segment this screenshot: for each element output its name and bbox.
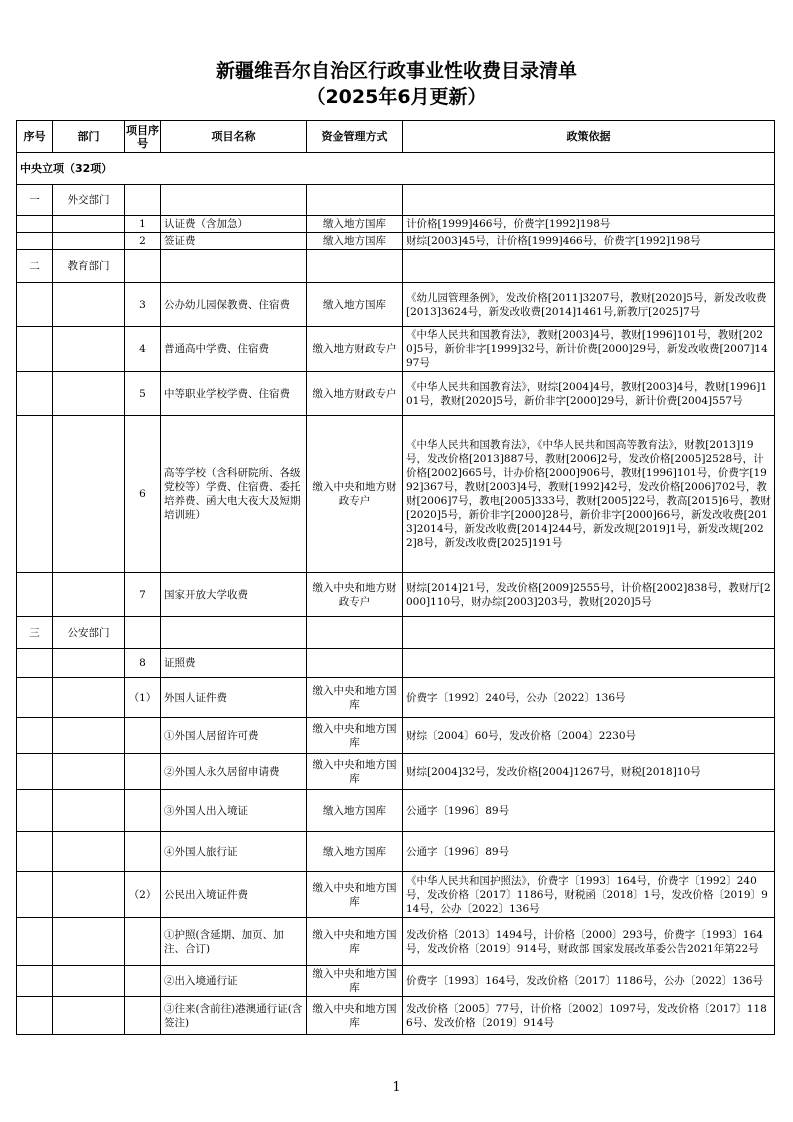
row-fund-cell: 缴入中央和地方国库 bbox=[307, 966, 403, 997]
row-fund-cell: 缴入地方财政专户 bbox=[307, 327, 403, 372]
row-dept-cell bbox=[53, 233, 125, 250]
row-item-no-cell bbox=[125, 832, 161, 872]
row-item-no-cell bbox=[125, 250, 161, 283]
row-fund-cell: 缴入地方国库 bbox=[307, 283, 403, 327]
row-dept-cell bbox=[53, 283, 125, 327]
row-seq-cell bbox=[17, 754, 53, 790]
row-item-name-cell bbox=[161, 617, 307, 649]
row-seq-cell bbox=[17, 997, 53, 1035]
row-basis-cell: 价费字〔1992〕240号，公办〔2022〕136号 bbox=[403, 678, 775, 718]
row-item-name-cell: 国家开放大学收费 bbox=[161, 573, 307, 617]
row-fund-cell: 缴入中央和地方国库 bbox=[307, 678, 403, 718]
row-fund-cell bbox=[307, 185, 403, 216]
table-row bbox=[17, 832, 775, 872]
row-fund-cell: 缴入地方国库 bbox=[307, 216, 403, 233]
row-item-name-cell: ②出入境通行证 bbox=[161, 966, 307, 997]
row-item-name-cell: 中等职业学校学费、住宿费 bbox=[161, 372, 307, 416]
row-seq-cell bbox=[17, 416, 53, 573]
row-basis-cell bbox=[403, 185, 775, 216]
row-item-name-cell: 公办幼儿园保教费、住宿费 bbox=[161, 283, 307, 327]
row-item-no-cell bbox=[125, 754, 161, 790]
section-label: 中央立项（32项） bbox=[17, 153, 775, 185]
row-seq-cell bbox=[17, 718, 53, 754]
header-fund: 资金管理方式 bbox=[307, 121, 403, 153]
document-subtitle: （2025年6月更新） bbox=[306, 86, 487, 108]
row-item-no-cell: 5 bbox=[125, 372, 161, 416]
header-dept: 部门 bbox=[53, 121, 125, 153]
row-item-no-cell: 2 bbox=[125, 233, 161, 250]
row-seq-cell bbox=[17, 283, 53, 327]
row-item-name-cell: ③外国人出入境证 bbox=[161, 790, 307, 832]
row-item-name-cell: 签证费 bbox=[161, 233, 307, 250]
row-item-no-cell: 1 bbox=[125, 216, 161, 233]
row-item-name-cell: 认证费（含加急） bbox=[161, 216, 307, 233]
row-item-no-cell bbox=[125, 790, 161, 832]
row-basis-cell: 计价格[1999]466号，价费字[1992]198号 bbox=[403, 216, 775, 233]
row-item-no-cell bbox=[125, 997, 161, 1035]
row-dept-cell bbox=[53, 997, 125, 1035]
section-row bbox=[17, 153, 775, 185]
row-basis-cell bbox=[403, 617, 775, 649]
row-basis-cell: 《中华人民共和国教育法》，《中华人民共和国高等教育法》，财教[2013]19号，发改价格[2013]887号，教财[2006]2号，发改价格[2005]2528号，计价格[2002]665号，计办价格[2000]906号，教财[1996]101号，价费字[1992]367号，教财[2003]4号，教财[1992]42号，发改价格[2006]702号，教财[2006]7号，教电[2005]333号，教财[2005]22号，教高[2015]6号，教财[2020]5号，新价非字[2000]28号，新价非字[2000]66号，新发改收费[2013]2014号，新发改收费[2014]244号，新发改规[2019]1号，新发改规[2022]8号，新发改收费[2025]191号 bbox=[403, 416, 775, 573]
row-dept-cell bbox=[53, 754, 125, 790]
row-item-name-cell: 普通高中学费、住宿费 bbox=[161, 327, 307, 372]
row-item-no-cell: 8 bbox=[125, 649, 161, 678]
row-basis-cell: 《中华人民共和国教育法》，教财[2003]4号，教财[1996]101号，教财[2020]5号，新价非字[1999]32号，新计价费[2000]29号，新发改收费[2007]1497号 bbox=[403, 327, 775, 372]
row-seq-cell bbox=[17, 649, 53, 678]
row-fund-cell: 缴入地方国库 bbox=[307, 790, 403, 832]
row-item-name-cell: ④外国人旅行证 bbox=[161, 832, 307, 872]
document-title: 新疆维吾尔自治区行政事业性收费目录清单 bbox=[215, 60, 577, 82]
table-row bbox=[17, 966, 775, 997]
row-basis-cell: 财综[2003]45号，计价格[1999]466号，价费字[1992]198号 bbox=[403, 233, 775, 250]
row-seq-cell bbox=[17, 573, 53, 617]
row-dept-cell: 外交部门 bbox=[53, 185, 125, 216]
row-basis-cell: 公通字〔1996〕89号 bbox=[403, 832, 775, 872]
row-dept-cell bbox=[53, 790, 125, 832]
row-fund-cell: 缴入地方国库 bbox=[307, 832, 403, 872]
table-row bbox=[17, 997, 775, 1035]
table-row bbox=[17, 573, 775, 617]
table-row bbox=[17, 250, 775, 283]
row-fund-cell: 缴入中央和地方国库 bbox=[307, 718, 403, 754]
row-item-name-cell bbox=[161, 250, 307, 283]
row-seq-cell bbox=[17, 966, 53, 997]
row-item-name-cell: 外国人证件费 bbox=[161, 678, 307, 718]
row-dept-cell: 教育部门 bbox=[53, 250, 125, 283]
row-dept-cell bbox=[53, 416, 125, 573]
row-seq-cell bbox=[17, 832, 53, 872]
row-dept-cell bbox=[53, 918, 125, 966]
row-basis-cell bbox=[403, 250, 775, 283]
row-fund-cell bbox=[307, 649, 403, 678]
table-row bbox=[17, 790, 775, 832]
table-row bbox=[17, 649, 775, 678]
row-item-no-cell bbox=[125, 918, 161, 966]
table-row bbox=[17, 754, 775, 790]
row-seq-cell bbox=[17, 678, 53, 718]
row-item-name-cell: 公民出入境证件费 bbox=[161, 872, 307, 918]
row-fund-cell: 缴入地方国库 bbox=[307, 233, 403, 250]
row-fund-cell bbox=[307, 250, 403, 283]
row-dept-cell bbox=[53, 678, 125, 718]
row-fund-cell: 缴入中央和地方国库 bbox=[307, 918, 403, 966]
row-item-name-cell: ①护照(含延期、加页、加注、合订) bbox=[161, 918, 307, 966]
table-row bbox=[17, 216, 775, 233]
table-row bbox=[17, 185, 775, 216]
row-item-name-cell: 高等学校（含科研院所、各级党校等）学费、住宿费、委托培养费、函大电大夜大及短期培训班） bbox=[161, 416, 307, 573]
row-item-name-cell: 证照费 bbox=[161, 649, 307, 678]
row-basis-cell: 发改价格〔2013〕1494号，计价格〔2000〕293号，价费字〔1993〕164号，发改价格〔2019〕914号，财政部 国家发展改革委公告2021年第22号 bbox=[403, 918, 775, 966]
row-dept-cell bbox=[53, 649, 125, 678]
row-item-no-cell: 4 bbox=[125, 327, 161, 372]
table-row bbox=[17, 918, 775, 966]
row-item-name-cell: ③往来(含前往)港澳通行证(含签注) bbox=[161, 997, 307, 1035]
row-seq-cell bbox=[17, 216, 53, 233]
row-item-no-cell: 7 bbox=[125, 573, 161, 617]
table-row bbox=[17, 872, 775, 918]
row-seq-cell bbox=[17, 790, 53, 832]
row-item-name-cell bbox=[161, 185, 307, 216]
row-basis-cell: 《中华人民共和国护照法》，价费字〔1993〕164号，价费字〔1992〕240号，发改价格〔2017〕1186号，财税函〔2018〕1号，发改价格〔2019〕914号，公办〔2022〕136号 bbox=[403, 872, 775, 918]
row-seq-cell bbox=[17, 233, 53, 250]
row-item-name-cell: ②外国人永久居留申请费 bbox=[161, 754, 307, 790]
row-item-no-cell: 3 bbox=[125, 283, 161, 327]
row-dept-cell bbox=[53, 216, 125, 233]
row-dept-cell bbox=[53, 966, 125, 997]
row-dept-cell bbox=[53, 872, 125, 918]
table-row bbox=[17, 617, 775, 649]
row-basis-cell: 财综[2004]32号，发改价格[2004]1267号，财税[2018]10号 bbox=[403, 754, 775, 790]
header-seq: 序号 bbox=[17, 121, 53, 153]
row-item-no-cell bbox=[125, 617, 161, 649]
row-fund-cell bbox=[307, 617, 403, 649]
row-dept-cell bbox=[53, 573, 125, 617]
row-fund-cell: 缴入中央和地方国库 bbox=[307, 872, 403, 918]
row-fund-cell: 缴入中央和地方财政专户 bbox=[307, 573, 403, 617]
row-basis-cell: 《幼儿园管理条例》，发改价格[2011]3207号，教财[2020]5号，新发改收费[2013]3624号，新发改收费[2014]1461号,新教厅[2025]7号 bbox=[403, 283, 775, 327]
header-item-no: 项目序号 bbox=[125, 121, 161, 153]
row-dept-cell bbox=[53, 327, 125, 372]
row-dept-cell bbox=[53, 372, 125, 416]
table-row bbox=[17, 233, 775, 250]
row-dept-cell bbox=[53, 832, 125, 872]
table-header-row bbox=[17, 121, 775, 153]
row-item-no-cell bbox=[125, 718, 161, 754]
row-basis-cell: 《中华人民共和国教育法》，财综[2004]4号，教财[2003]4号，教财[1996]101号，教财[2020]5号，新价非字[2000]29号，新计价费[2004]557号 bbox=[403, 372, 775, 416]
row-seq-cell: 二 bbox=[17, 250, 53, 283]
row-item-no-cell: 6 bbox=[125, 416, 161, 573]
row-basis-cell: 价费字〔1993〕164号，发改价格〔2017〕1186号，公办〔2022〕136号 bbox=[403, 966, 775, 997]
table-row bbox=[17, 283, 775, 327]
row-fund-cell: 缴入地方财政专户 bbox=[307, 372, 403, 416]
row-seq-cell: 三 bbox=[17, 617, 53, 649]
header-item-name: 项目名称 bbox=[161, 121, 307, 153]
row-basis-cell: 公通字〔1996〕89号 bbox=[403, 790, 775, 832]
fee-catalog-table bbox=[16, 120, 775, 1035]
row-basis-cell bbox=[403, 649, 775, 678]
row-basis-cell: 财综[2014]21号，发改价格[2009]2555号，计价格[2002]838号，教财厅[2000]110号，财办综[2003]203号，教财[2020]5号 bbox=[403, 573, 775, 617]
row-basis-cell: 发改价格〔2005〕77号，计价格〔2002〕1097号，发改价格〔2017〕1186号、发改价格〔2019〕914号 bbox=[403, 997, 775, 1035]
row-item-no-cell: （2） bbox=[125, 872, 161, 918]
row-dept-cell bbox=[53, 718, 125, 754]
table-row bbox=[17, 416, 775, 573]
row-basis-cell: 财综〔2004〕60号，发改价格〔2004〕2230号 bbox=[403, 718, 775, 754]
page-number: 1 bbox=[392, 1080, 401, 1095]
row-fund-cell: 缴入中央和地方财政专户 bbox=[307, 416, 403, 573]
row-item-no-cell bbox=[125, 185, 161, 216]
row-fund-cell: 缴入中央和地方国库 bbox=[307, 997, 403, 1035]
row-seq-cell: 一 bbox=[17, 185, 53, 216]
row-dept-cell: 公安部门 bbox=[53, 617, 125, 649]
row-seq-cell bbox=[17, 327, 53, 372]
table-row bbox=[17, 718, 775, 754]
row-seq-cell bbox=[17, 918, 53, 966]
header-basis: 政策依据 bbox=[403, 121, 775, 153]
row-seq-cell bbox=[17, 372, 53, 416]
row-item-no-cell bbox=[125, 966, 161, 997]
row-item-name-cell: ①外国人居留许可费 bbox=[161, 718, 307, 754]
table-row bbox=[17, 327, 775, 372]
table-row bbox=[17, 372, 775, 416]
table-row bbox=[17, 678, 775, 718]
row-seq-cell bbox=[17, 872, 53, 918]
row-item-no-cell: （1） bbox=[125, 678, 161, 718]
row-fund-cell: 缴入中央和地方国库 bbox=[307, 754, 403, 790]
